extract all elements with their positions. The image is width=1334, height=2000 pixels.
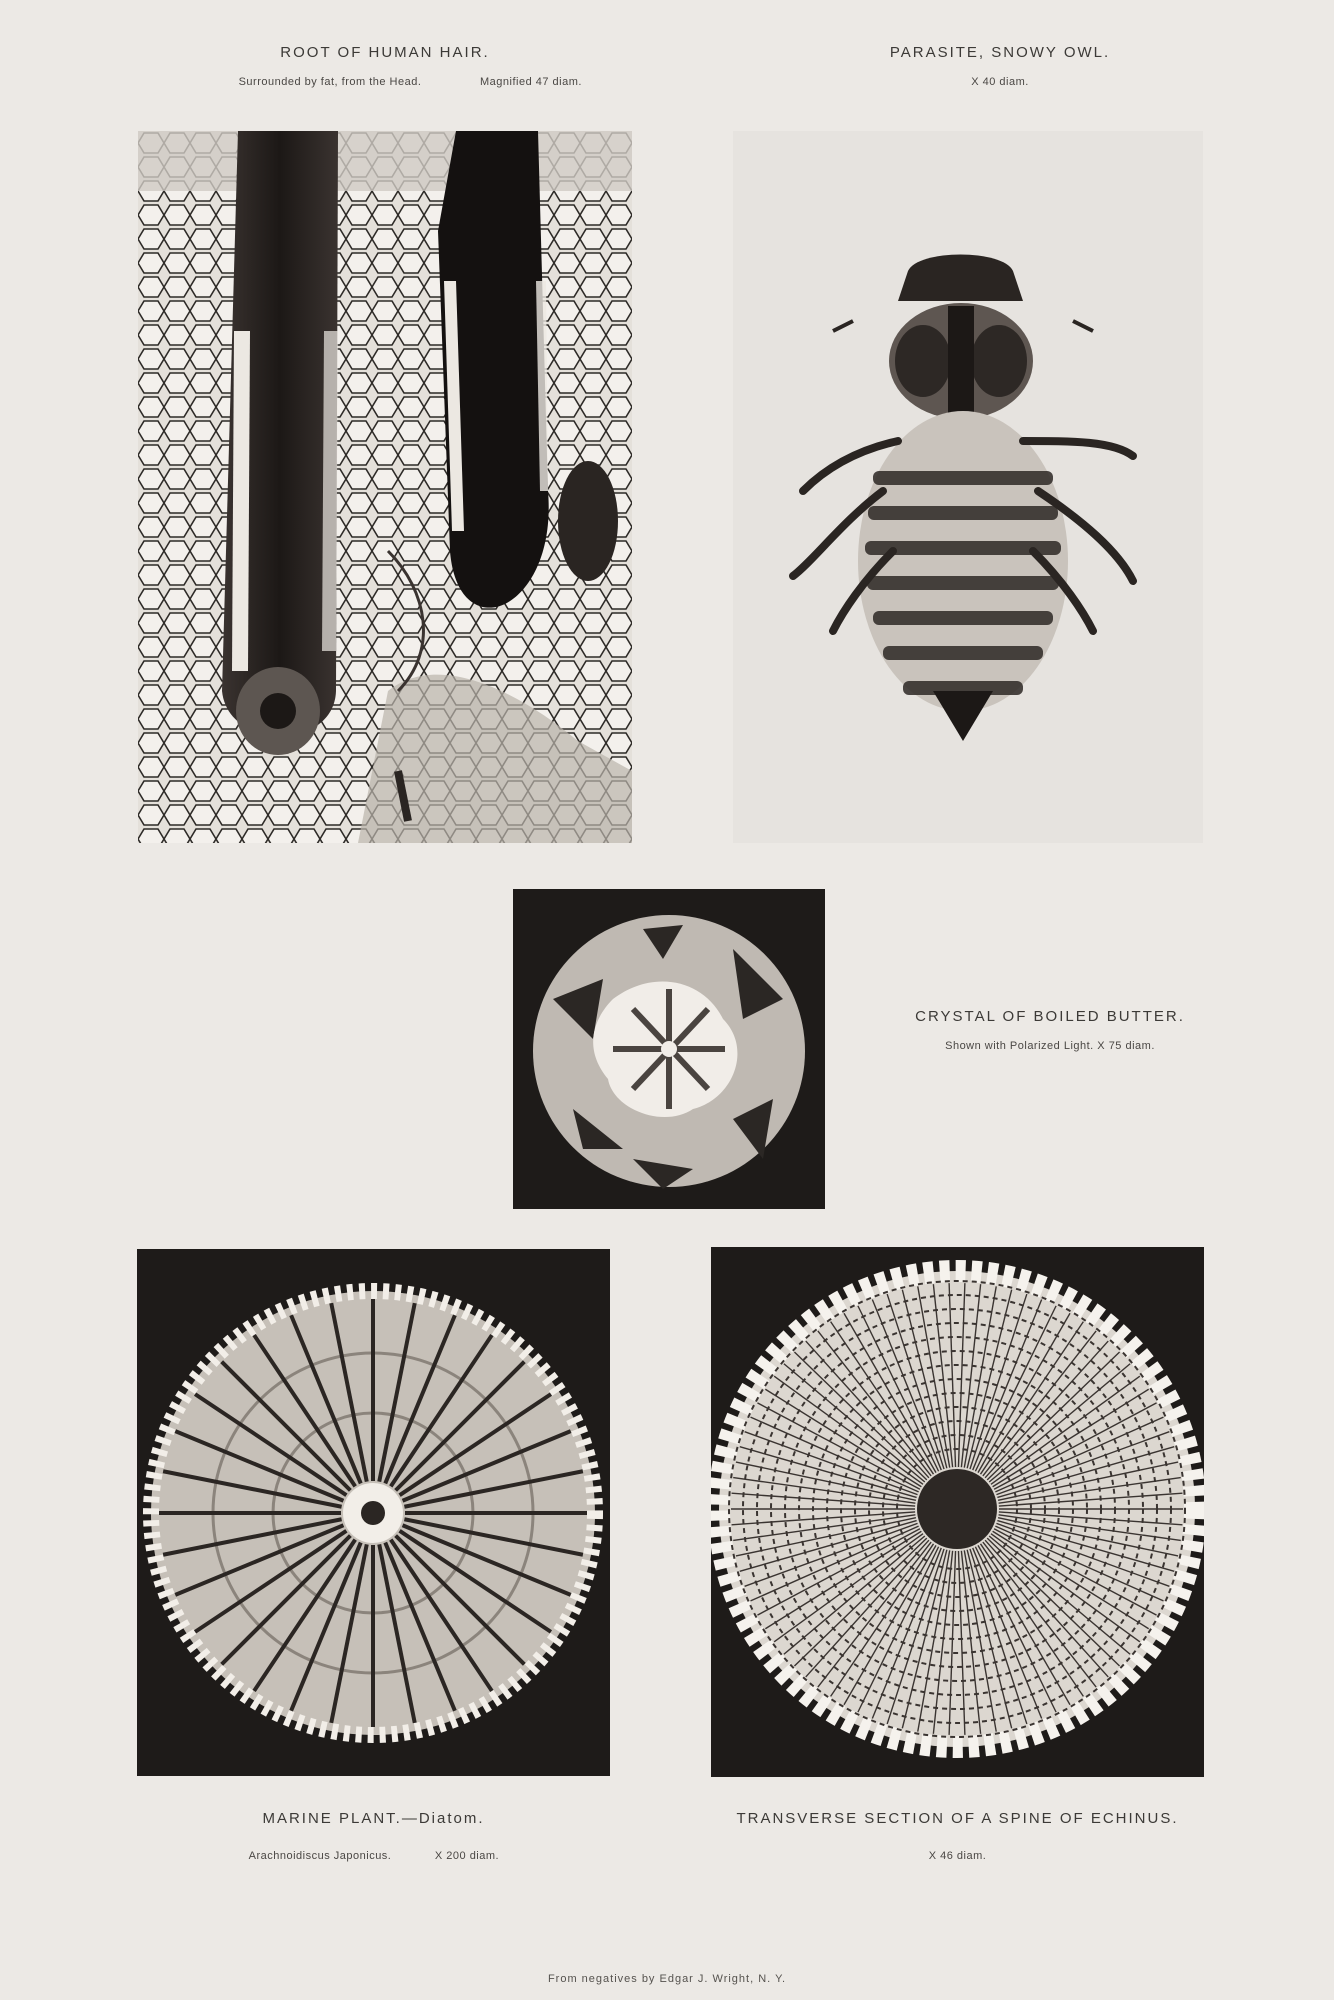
owl-parasite-micrograph: [733, 131, 1203, 843]
butter-subtitle: Shown with Polarized Light. X 75 diam.: [945, 1040, 1155, 1052]
hair-title: ROOT OF HUMAN HAIR.: [280, 44, 490, 61]
hair-root-micrograph: [138, 131, 632, 843]
photo-credit: From negatives by Edgar J. Wright, N. Y.: [547, 1973, 787, 1985]
echinus-title: TRANSVERSE SECTION OF A SPINE OF ECHINUS.: [736, 1810, 1179, 1827]
butter-title: CRYSTAL OF BOILED BUTTER.: [915, 1008, 1185, 1025]
owl-title: PARASITE, SNOWY OWL.: [889, 44, 1111, 61]
hair-subtitle-right: Magnified 47 diam.: [480, 76, 582, 88]
echinus-subtitle: X 46 diam.: [928, 1850, 987, 1862]
owl-subtitle: X 40 diam.: [971, 76, 1029, 88]
echinus-spine-micrograph: [711, 1247, 1204, 1777]
butter-crystal-micrograph: [513, 889, 825, 1209]
diatom-subtitle-right: X 200 diam.: [434, 1850, 500, 1862]
hair-subtitle-left: Surrounded by fat, from the Head.: [238, 76, 422, 88]
diatom-micrograph: [137, 1249, 610, 1776]
diatom-title: MARINE PLANT.—Diatom.: [262, 1810, 485, 1827]
diatom-subtitle-left: Arachnoidiscus Japonicus.: [248, 1850, 392, 1862]
